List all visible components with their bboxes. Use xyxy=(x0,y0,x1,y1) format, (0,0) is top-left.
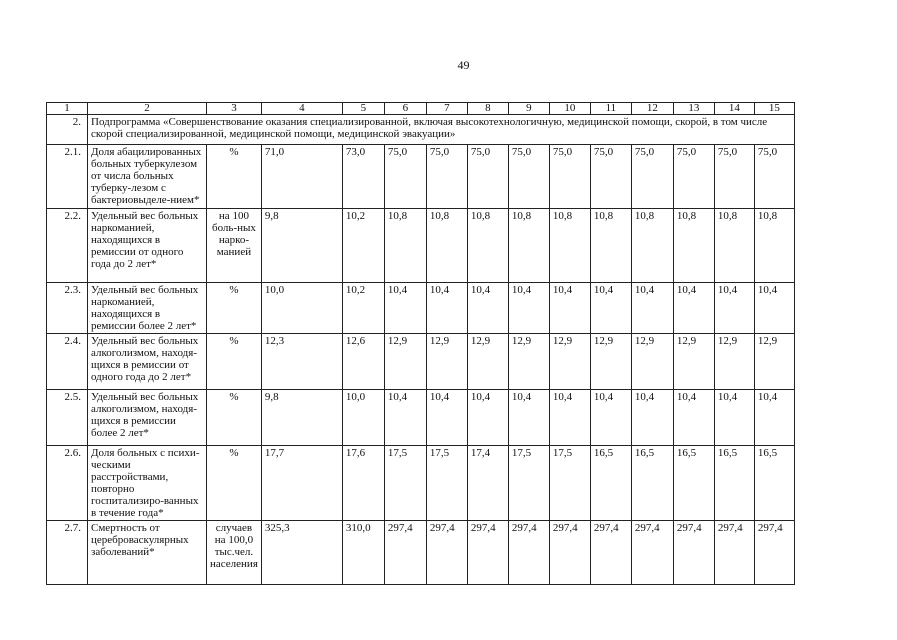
value-cell: 10,4 xyxy=(714,283,754,334)
value-cell: 297,4 xyxy=(631,521,673,585)
column-number: 5 xyxy=(342,103,384,115)
value-cell: 10,4 xyxy=(754,390,794,446)
row-number: 2.6. xyxy=(47,446,88,521)
column-number: 7 xyxy=(426,103,467,115)
value-cell: 16,5 xyxy=(714,446,754,521)
value-cell: 297,4 xyxy=(508,521,549,585)
value-cell: 297,4 xyxy=(549,521,590,585)
value-cell: 75,0 xyxy=(754,145,794,209)
value-cell: 10,4 xyxy=(467,390,508,446)
value-cell: 17,5 xyxy=(549,446,590,521)
table-row xyxy=(47,334,795,390)
value-cell: 10,8 xyxy=(590,209,631,283)
value-cell: 297,4 xyxy=(590,521,631,585)
value-cell: 10,2 xyxy=(342,283,384,334)
value-cell: 10,8 xyxy=(467,209,508,283)
value-cell: 73,0 xyxy=(342,145,384,209)
value-cell: 10,8 xyxy=(714,209,754,283)
table-row xyxy=(47,390,795,446)
column-number: 8 xyxy=(467,103,508,115)
indicator-name: Удельный вес больных наркоманией, находящихся в ремиссии от одного года до 2 лет* xyxy=(88,209,207,283)
value-cell: 17,5 xyxy=(426,446,467,521)
value-cell: 10,2 xyxy=(342,209,384,283)
value-cell: 10,4 xyxy=(673,283,714,334)
indicator-name: Доля больных с психи-ческими расстройствами, повторно госпитализиро-ванных в течение года* xyxy=(88,446,207,521)
value-cell: 16,5 xyxy=(631,446,673,521)
value-cell: 17,5 xyxy=(384,446,426,521)
value-cell: 325,3 xyxy=(261,521,342,585)
value-cell: 12,9 xyxy=(754,334,794,390)
table-row xyxy=(47,209,795,283)
row-number: 2.3. xyxy=(47,283,88,334)
value-cell: 12,9 xyxy=(426,334,467,390)
value-cell: 17,6 xyxy=(342,446,384,521)
column-number: 2 xyxy=(88,103,207,115)
value-cell: 10,8 xyxy=(549,209,590,283)
value-cell: 75,0 xyxy=(426,145,467,209)
table-row xyxy=(47,521,795,585)
column-number: 10 xyxy=(549,103,590,115)
column-number: 11 xyxy=(590,103,631,115)
value-cell: 297,4 xyxy=(714,521,754,585)
value-cell: 310,0 xyxy=(342,521,384,585)
row-number: 2.2. xyxy=(47,209,88,283)
value-cell: 10,8 xyxy=(508,209,549,283)
indicator-name: Удельный вес больных алкоголизмом, находя-щихся в ремиссии от одного года до 2 лет* xyxy=(88,334,207,390)
value-cell: 75,0 xyxy=(508,145,549,209)
table-row xyxy=(47,446,795,521)
row-number: 2.1. xyxy=(47,145,88,209)
value-cell: 17,7 xyxy=(261,446,342,521)
column-number: 1 xyxy=(47,103,88,115)
column-number: 3 xyxy=(207,103,262,115)
column-number: 12 xyxy=(631,103,673,115)
column-number: 6 xyxy=(384,103,426,115)
value-cell: 12,9 xyxy=(714,334,754,390)
value-cell: 9,8 xyxy=(261,209,342,283)
value-cell: 12,6 xyxy=(342,334,384,390)
value-cell: 16,5 xyxy=(754,446,794,521)
column-number: 13 xyxy=(673,103,714,115)
value-cell: 12,9 xyxy=(467,334,508,390)
value-cell: 10,4 xyxy=(384,390,426,446)
value-cell: 12,9 xyxy=(673,334,714,390)
value-cell: 75,0 xyxy=(631,145,673,209)
value-cell: 10,4 xyxy=(754,283,794,334)
indicator-name: Смертность от цереброваскулярных заболеваний* xyxy=(88,521,207,585)
row-number: 2.4. xyxy=(47,334,88,390)
row-number: 2.7. xyxy=(47,521,88,585)
value-cell: 75,0 xyxy=(590,145,631,209)
value-cell: 9,8 xyxy=(261,390,342,446)
value-cell: 10,4 xyxy=(714,390,754,446)
value-cell: 10,8 xyxy=(631,209,673,283)
value-cell: 10,4 xyxy=(426,390,467,446)
value-cell: 10,0 xyxy=(342,390,384,446)
indicator-name: Доля абацилированных больных туберкулезом от числа больных туберку-лезом с бактериовыделе-нием* xyxy=(88,145,207,209)
indicator-name: Удельный вес больных алкоголизмом, находя-щихся в ремиссии более 2 лет* xyxy=(88,390,207,446)
value-cell: 10,4 xyxy=(631,390,673,446)
value-cell: 297,4 xyxy=(426,521,467,585)
value-cell: 10,4 xyxy=(673,390,714,446)
value-cell: 10,4 xyxy=(508,390,549,446)
column-number: 9 xyxy=(508,103,549,115)
page-number: 49 xyxy=(457,58,470,72)
subprogram-number: 2. xyxy=(47,115,88,145)
unit-cell: % xyxy=(207,283,262,334)
value-cell: 17,4 xyxy=(467,446,508,521)
value-cell: 75,0 xyxy=(714,145,754,209)
value-cell: 12,9 xyxy=(590,334,631,390)
value-cell: 297,4 xyxy=(467,521,508,585)
row-number: 2.5. xyxy=(47,390,88,446)
value-cell: 17,5 xyxy=(508,446,549,521)
value-cell: 71,0 xyxy=(261,145,342,209)
value-cell: 10,8 xyxy=(384,209,426,283)
value-cell: 297,4 xyxy=(384,521,426,585)
value-cell: 75,0 xyxy=(384,145,426,209)
table-row xyxy=(47,145,795,209)
value-cell: 12,9 xyxy=(508,334,549,390)
column-number: 15 xyxy=(754,103,794,115)
unit-cell: % xyxy=(207,446,262,521)
value-cell: 10,4 xyxy=(590,390,631,446)
table-row xyxy=(47,283,795,334)
column-number: 4 xyxy=(261,103,342,115)
value-cell: 12,3 xyxy=(261,334,342,390)
value-cell: 10,4 xyxy=(508,283,549,334)
column-number: 14 xyxy=(714,103,754,115)
value-cell: 75,0 xyxy=(673,145,714,209)
value-cell: 297,4 xyxy=(754,521,794,585)
value-cell: 12,9 xyxy=(549,334,590,390)
value-cell: 16,5 xyxy=(590,446,631,521)
value-cell: 10,4 xyxy=(590,283,631,334)
value-cell: 12,9 xyxy=(384,334,426,390)
value-cell: 10,4 xyxy=(631,283,673,334)
value-cell: 10,4 xyxy=(549,283,590,334)
value-cell: 10,4 xyxy=(467,283,508,334)
unit-cell: на 100 боль-ных нарко-манией xyxy=(207,209,262,283)
value-cell: 10,8 xyxy=(754,209,794,283)
subprogram-title: Подпрограмма «Совершенствование оказания специализированной, включая высокотехнологичную, медицинской помощи, скорой, в том числе скорой специализированной, медицинской помощи, медицинской эвакуации» xyxy=(88,115,795,145)
value-cell: 75,0 xyxy=(467,145,508,209)
value-cell: 297,4 xyxy=(673,521,714,585)
indicator-name: Удельный вес больных наркоманией, находящихся в ремиссии более 2 лет* xyxy=(88,283,207,334)
value-cell: 10,0 xyxy=(261,283,342,334)
unit-cell: % xyxy=(207,145,262,209)
unit-cell: % xyxy=(207,390,262,446)
value-cell: 12,9 xyxy=(631,334,673,390)
value-cell: 10,8 xyxy=(673,209,714,283)
value-cell: 75,0 xyxy=(549,145,590,209)
value-cell: 16,5 xyxy=(673,446,714,521)
value-cell: 10,4 xyxy=(549,390,590,446)
indicator-table xyxy=(46,102,795,585)
value-cell: 10,8 xyxy=(426,209,467,283)
subprogram-row xyxy=(47,115,795,145)
unit-cell: случаев на 100,0 тыс.чел. населения xyxy=(207,521,262,585)
unit-cell: % xyxy=(207,334,262,390)
column-number-row xyxy=(47,103,795,115)
value-cell: 10,4 xyxy=(384,283,426,334)
value-cell: 10,4 xyxy=(426,283,467,334)
